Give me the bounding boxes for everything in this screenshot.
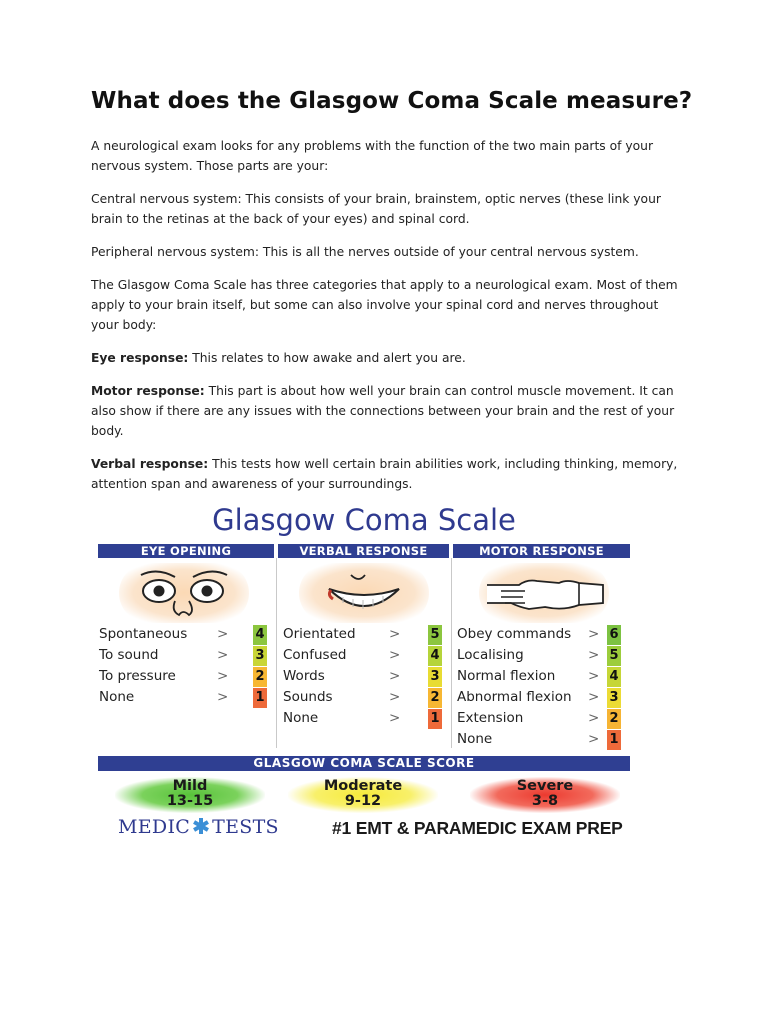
arrow-icon: > [588, 710, 600, 726]
score-badge: 1 [607, 730, 621, 750]
star-of-life-icon [191, 817, 211, 835]
score-badge: 6 [607, 625, 621, 645]
motor-response-text: This part is about how well your brain can control muscle movement. It can also show if there are any issues with the connections between your brain and the rest of your body. [91, 384, 675, 438]
brand-medic: MEDIC [118, 816, 191, 838]
arrow-icon: > [588, 626, 600, 642]
eye-item-label: To sound [99, 647, 159, 663]
arrow-icon: > [217, 689, 229, 705]
column-divider [276, 558, 277, 748]
paragraph-peripheral: Peripheral nervous system: This is all the nerves outside of your central nervous system. [91, 245, 639, 259]
severity-label: Moderate [323, 778, 403, 794]
eye-opening-header: EYE OPENING [98, 544, 274, 558]
list-item [283, 709, 447, 730]
severity-severe [470, 777, 620, 813]
score-badge: 5 [607, 646, 621, 666]
arrow-icon: > [389, 689, 401, 705]
score-badge: 4 [428, 646, 442, 666]
mouth-icon [299, 563, 429, 623]
glasgow-coma-scale-infographic [84, 497, 644, 847]
arrow-icon: > [588, 689, 600, 705]
motor-response-label: Motor response: [91, 384, 205, 398]
verbal-response-list [283, 625, 447, 730]
arrow-icon: > [217, 647, 229, 663]
severity-range: 13-15 [166, 793, 214, 809]
verbal-item-label: None [283, 710, 319, 726]
brand-tests: TESTS [212, 816, 279, 838]
score-badge: 4 [607, 667, 621, 687]
arrow-icon: > [389, 710, 401, 726]
score-badge: 3 [253, 646, 267, 666]
list-item [99, 625, 271, 646]
list-item [283, 688, 447, 709]
paragraph-central: Central nervous system: This consists of your brain, brainstem, optic nerves (these link your brain to the retinas at the back of your eyes) and spinal cord. [91, 192, 661, 226]
list-item [283, 667, 447, 688]
score-badge: 5 [428, 625, 442, 645]
severity-moderate [288, 777, 438, 813]
eye-item-label: Spontaneous [99, 626, 188, 642]
paragraph-eye-response [91, 348, 681, 368]
verbal-item-label: Confused [283, 647, 347, 663]
motor-item-label: Abnormal flexion [457, 689, 572, 705]
score-badge: 1 [253, 688, 267, 708]
eye-response-label: Eye response: [91, 351, 189, 365]
list-item [457, 730, 629, 751]
severity-mild [115, 777, 265, 813]
eyes-icon [119, 563, 249, 623]
score-badge: 2 [253, 667, 267, 687]
paragraph-verbal-response [91, 454, 681, 494]
score-badge: 3 [607, 688, 621, 708]
score-header: GLASGOW COMA SCALE SCORE [98, 756, 630, 771]
severity-range: 9-12 [344, 793, 382, 809]
eye-opening-list [99, 625, 271, 709]
verbal-response-header: VERBAL RESPONSE [278, 544, 449, 558]
severity-range: 3-8 [531, 793, 559, 809]
arrow-icon: > [389, 626, 401, 642]
list-item [457, 709, 629, 730]
paragraph-intro: A neurological exam looks for any problems with the function of the two main parts of your nervous system. Those parts are your: [91, 139, 654, 173]
page-title: What does the Glasgow Coma Scale measure? [91, 88, 693, 114]
arrow-icon: > [588, 731, 600, 747]
motor-item-label: Normal flexion [457, 668, 556, 684]
motor-item-label: Extension [457, 710, 524, 726]
score-badge: 2 [607, 709, 621, 729]
column-divider [451, 558, 452, 748]
score-badge: 1 [428, 709, 442, 729]
arrow-icon: > [217, 668, 229, 684]
verbal-item-label: Words [283, 668, 325, 684]
verbal-response-text: This tests how well certain brain abilities work, including thinking, memory, attention span and awareness of your surroundings. [91, 457, 678, 491]
eye-response-text: This relates to how awake and alert you are. [188, 351, 466, 365]
motor-item-label: None [457, 731, 493, 747]
eyes-illustration [119, 563, 249, 623]
brand-footer [118, 815, 638, 843]
severity-label: Mild [172, 778, 208, 794]
list-item [457, 688, 629, 709]
hand-icon [479, 563, 609, 623]
eye-item-label: To pressure [99, 668, 176, 684]
motor-response-header: MOTOR RESPONSE [453, 544, 630, 558]
list-item [457, 625, 629, 646]
motor-item-label: Obey commands [457, 626, 572, 642]
list-item [99, 688, 271, 709]
infographic-title: Glasgow Coma Scale [212, 503, 516, 537]
list-item [457, 667, 629, 688]
severity-label: Severe [516, 778, 574, 794]
mouth-illustration [299, 563, 429, 623]
list-item [99, 667, 271, 688]
list-item [457, 646, 629, 667]
list-item [99, 646, 271, 667]
arrow-icon: > [389, 668, 401, 684]
article-body [91, 136, 681, 507]
list-item [283, 646, 447, 667]
paragraph-categories: The Glasgow Coma Scale has three categories that apply to a neurological exam. Most of them apply to your brain itself, but some can also involve your spinal cord and nerves throughout your body: [91, 278, 678, 332]
motor-item-label: Localising [457, 647, 524, 663]
brand-logo [118, 816, 279, 838]
arrow-icon: > [389, 647, 401, 663]
score-badge: 4 [253, 625, 267, 645]
eye-item-label: None [99, 689, 135, 705]
verbal-item-label: Sounds [283, 689, 333, 705]
paragraph-motor-response [91, 381, 681, 441]
brand-tagline: #1 EMT & PARAMEDIC EXAM PREP [332, 818, 623, 838]
hand-illustration [479, 563, 609, 623]
arrow-icon: > [588, 647, 600, 663]
score-badge: 2 [428, 688, 442, 708]
list-item [283, 625, 447, 646]
verbal-response-label: Verbal response: [91, 457, 209, 471]
arrow-icon: > [217, 626, 229, 642]
arrow-icon: > [588, 668, 600, 684]
verbal-item-label: Orientated [283, 626, 356, 642]
motor-response-list [457, 625, 629, 751]
score-badge: 3 [428, 667, 442, 687]
